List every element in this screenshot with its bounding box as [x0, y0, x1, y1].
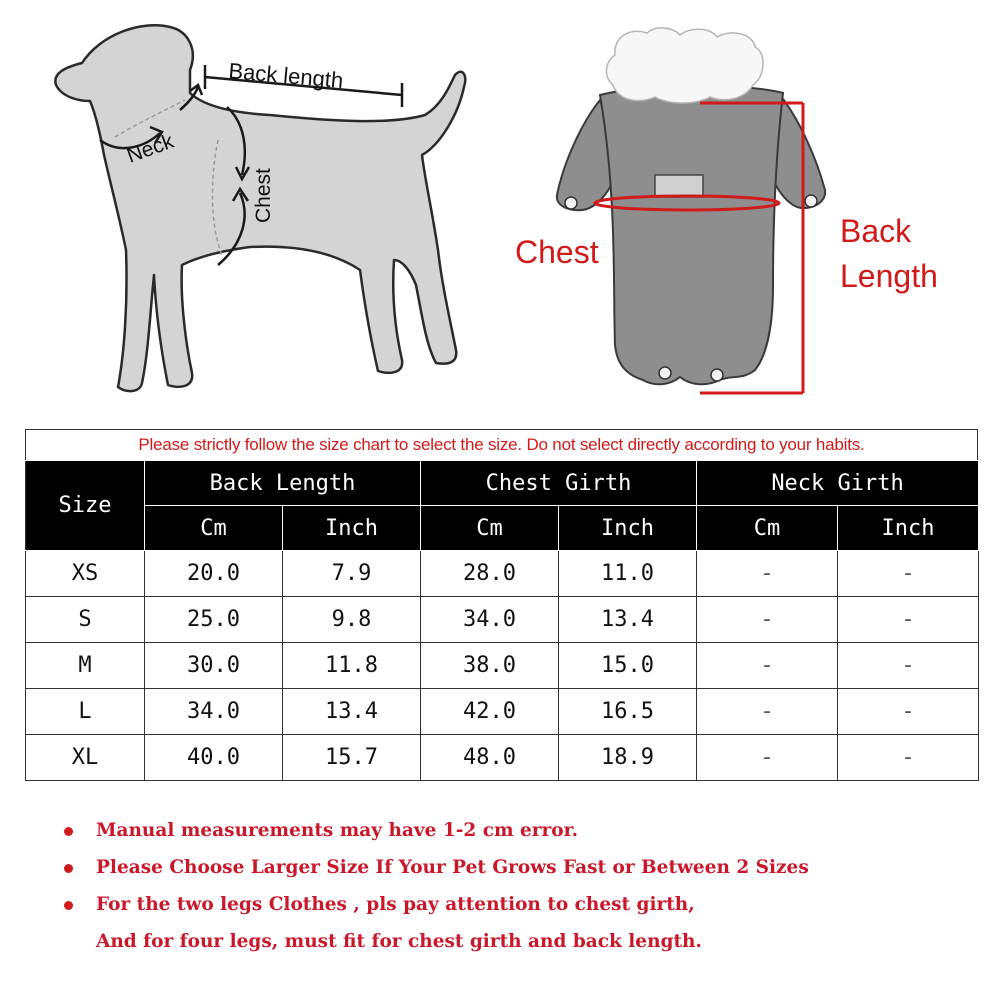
table-cell: 15.0 — [559, 643, 697, 689]
coat-length-label: Length — [840, 258, 938, 294]
table-row — [26, 551, 979, 597]
table-cell: 40.0 — [145, 735, 283, 781]
bullet-dot-icon — [64, 864, 73, 873]
table-row — [26, 735, 979, 781]
coat-chest-label: Chest — [515, 234, 599, 270]
note-item — [58, 923, 958, 960]
size-cell: S — [26, 597, 145, 643]
table-cell: - — [697, 643, 838, 689]
table-row — [26, 597, 979, 643]
table-cell: 30.0 — [145, 643, 283, 689]
table-cell: 25.0 — [145, 597, 283, 643]
table-cell: - — [838, 551, 979, 597]
table-cell: 7.9 — [283, 551, 421, 597]
table-cell: - — [838, 689, 979, 735]
table-cell: 13.4 — [559, 597, 697, 643]
unit-header: Inch — [283, 506, 421, 551]
table-row — [26, 643, 979, 689]
unit-header: Inch — [559, 506, 697, 551]
table-cell: 9.8 — [283, 597, 421, 643]
size-cell: XL — [26, 735, 145, 781]
table-row — [26, 689, 979, 735]
coat-measurement-illustration — [505, 25, 965, 400]
neck-label: Neck — [123, 129, 177, 168]
table-cell: 42.0 — [421, 689, 559, 735]
bullet-dot-icon — [64, 827, 73, 836]
size-chart-table — [25, 460, 979, 781]
table-cell: 34.0 — [421, 597, 559, 643]
table-cell: 28.0 — [421, 551, 559, 597]
size-cell: XS — [26, 551, 145, 597]
size-cell: M — [26, 643, 145, 689]
unit-header: Cm — [697, 506, 838, 551]
note-text: And for four legs, must fit for chest girth and back length. — [96, 931, 702, 952]
size-chart — [25, 429, 978, 781]
table-cell: 48.0 — [421, 735, 559, 781]
note-text: Manual measurements may have 1-2 cm error. — [96, 820, 579, 841]
neck-girth-header: Neck Girth — [697, 461, 979, 506]
table-cell: 18.9 — [559, 735, 697, 781]
table-cell: 15.7 — [283, 735, 421, 781]
table-cell: - — [697, 551, 838, 597]
size-chart-notice: Please strictly follow the size chart to select the size. Do not select directly according to your habits. — [25, 429, 978, 460]
note-text: For the two legs Clothes , pls pay attention to chest girth, — [96, 894, 695, 915]
table-cell: 13.4 — [283, 689, 421, 735]
chest-girth-header: Chest Girth — [421, 461, 697, 506]
back-length-label: Back length — [227, 58, 345, 94]
table-cell: - — [838, 597, 979, 643]
table-cell: - — [697, 735, 838, 781]
table-cell: 11.0 — [559, 551, 697, 597]
size-notes — [58, 812, 958, 960]
note-item — [58, 886, 958, 923]
table-cell: 20.0 — [145, 551, 283, 597]
bullet-dot-icon — [64, 901, 73, 910]
dog-measurement-illustration — [30, 15, 480, 405]
table-cell: - — [697, 689, 838, 735]
table-group-header-row — [26, 461, 979, 506]
table-unit-header-row — [26, 506, 979, 551]
note-text: Please Choose Larger Size If Your Pet Grows Fast or Between 2 Sizes — [96, 857, 809, 878]
table-cell: 34.0 — [145, 689, 283, 735]
size-cell: L — [26, 689, 145, 735]
note-item — [58, 849, 958, 886]
unit-header: Inch — [838, 506, 979, 551]
back-length-header: Back Length — [145, 461, 421, 506]
note-item — [58, 812, 958, 849]
table-cell: 38.0 — [421, 643, 559, 689]
table-cell: 16.5 — [559, 689, 697, 735]
coat-back-label: Back — [840, 213, 912, 249]
table-cell: - — [838, 735, 979, 781]
unit-header: Cm — [421, 506, 559, 551]
unit-header: Cm — [145, 506, 283, 551]
table-cell: - — [697, 597, 838, 643]
table-cell: 11.8 — [283, 643, 421, 689]
table-cell: - — [838, 643, 979, 689]
size-column-header: Size — [26, 461, 145, 551]
chest-label: Chest — [252, 168, 275, 223]
fur-collar — [606, 28, 763, 103]
